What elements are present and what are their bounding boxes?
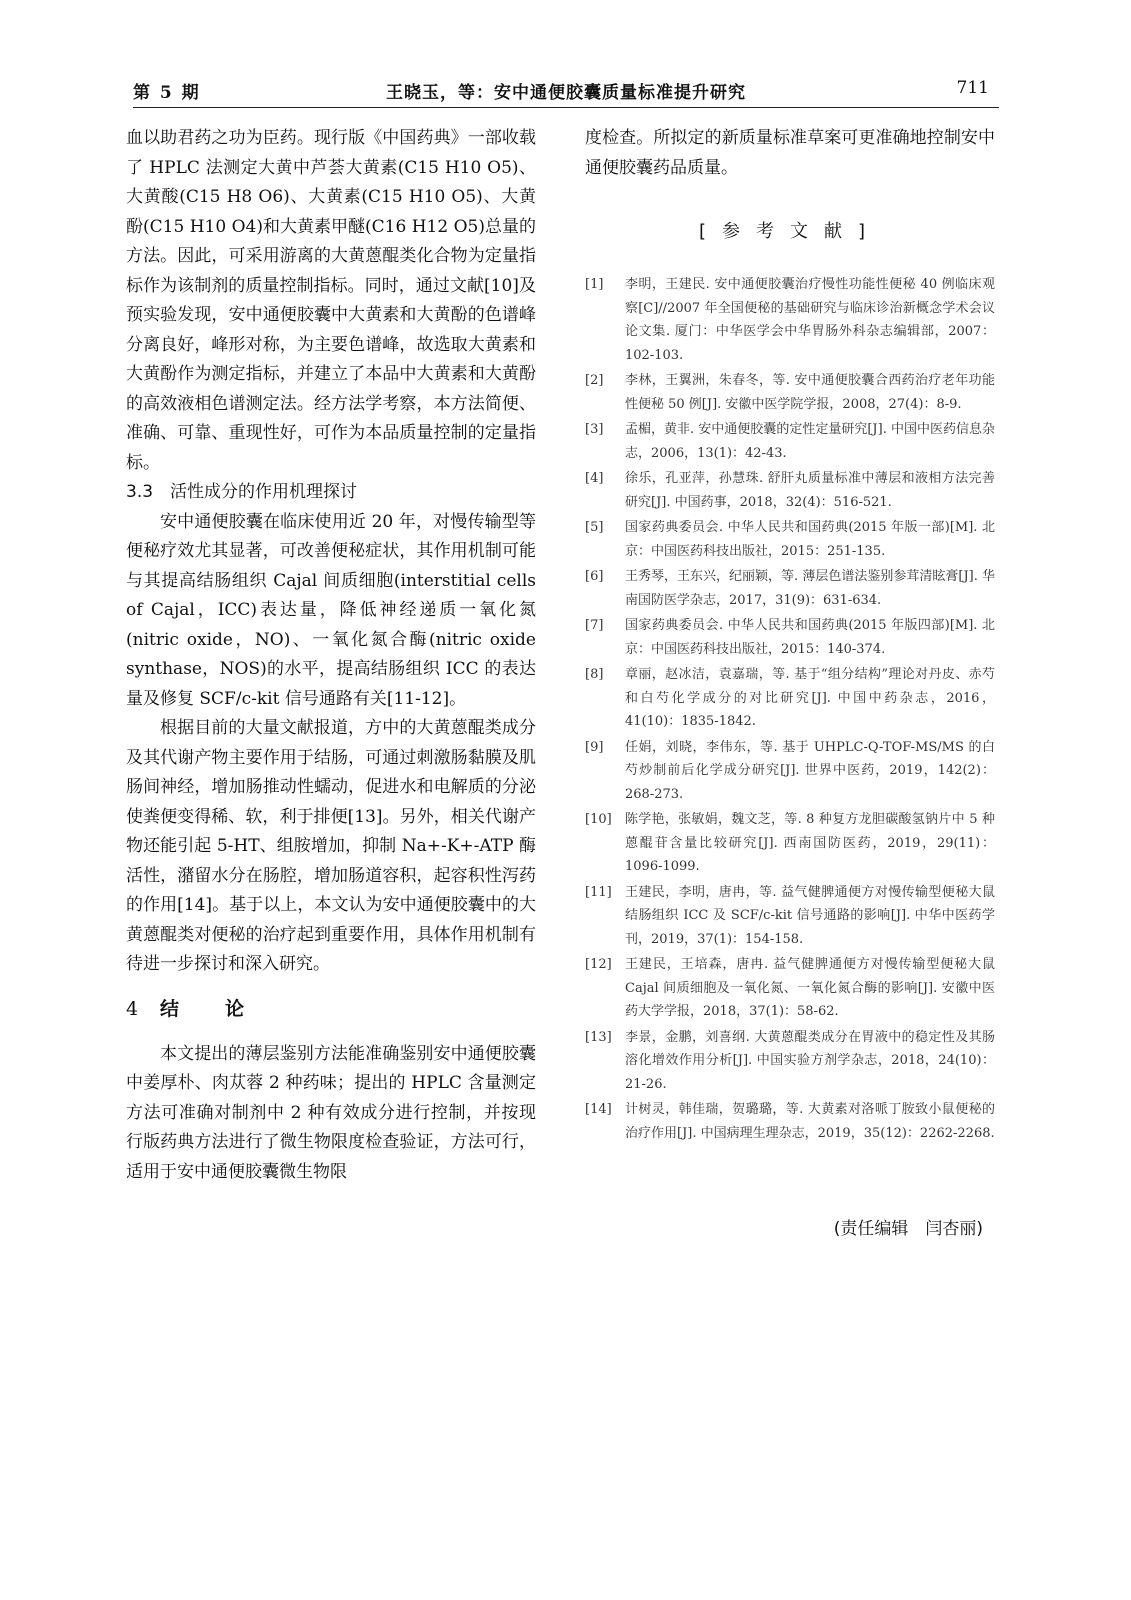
paragraph-literature: 根据目前的大量文献报道，方中的大黄蒽醌类成分及其代谢产物主要作用于结肠，可通过刺激肠黏膜及肌肠间神经，增加肠推动性蠕动，促进水和电解质的分泌使粪便变得稀、软，利于排便[13]。另外，相关代谢产物还能引起 5-HT、组胺增加，抑制 Na+-K+-ATP 酶活性，潴留水分在肠腔，增加肠道容积，起容积性泻药的作用[14]。基于以上，本文认为安中通便胶囊中的大黄蒽醌类对便秘的治疗起到重要作用，具体作用机制有待进一步探讨和深入研究。 [126, 718, 536, 974]
reference-number: [9] [585, 739, 604, 755]
header-rule [133, 107, 999, 108]
paragraph-conclusion-continued: 度检查。所拟定的新质量标准草案可更准确地控制安中通便胶囊药品质量。 [585, 128, 995, 178]
reference-number: [11] [585, 884, 612, 900]
references-title: [参考文献] [698, 221, 882, 242]
running-title: 王晓玉，等：安中通便胶囊质量标准提升研究 [386, 83, 746, 103]
reference-text: 王建民，李明，唐冉，等. 益气健脾通便方对慢传输型便秘大鼠结肠组织 ICC 及 SCF/c-kit 信号通路的影响[J]. 中华中医药学刊，2019，37(1)：154-158. [625, 884, 995, 947]
reference-number: [10] [585, 812, 612, 827]
reference-item [585, 467, 995, 514]
section-heading-conclusion [126, 994, 536, 1024]
reference-item [585, 418, 995, 465]
page-number: 711 [956, 78, 989, 98]
page-header [133, 74, 999, 108]
reference-number: [12] [585, 957, 612, 972]
reference-number: [7] [585, 618, 604, 633]
paragraph-mechanism: 安中通便胶囊在临床使用近 20 年，对慢传输型等便秘疗效尤其显著，可改善便秘症状，其作用机制可能与其提高结肠组织 Cajal 间质细胞(interstitial cells of Cajal，ICC)表达量，降低神经递质一氧化氮(nitric oxide，NO)、一氧化氮合酶(nitric oxide synthase，NOS)的水平，提高结肠组织 ICC 的表达量及修复 SCF/c-kit 信号通路有关[11-12]。 [126, 511, 536, 709]
reference-text: 王秀琴，王东兴，纪丽颖，等. 薄层色谱法鉴别参茸清眩膏[J]. 华南国防医学杂志，2017，31(9)：631-634. [625, 569, 995, 608]
reference-number: [4] [585, 471, 604, 486]
reference-item [585, 273, 995, 367]
reference-text: 徐乐，孔亚萍，孙慧珠. 舒肝丸质量标准中薄层和液相方法完善研究[J]. 中国药事，2018，32(4)：516-521. [625, 471, 995, 510]
reference-number: [13] [585, 1029, 612, 1045]
reference-item [585, 614, 995, 661]
paragraph-conclusion: 本文提出的薄层鉴别方法能准确鉴别安中通便胶囊中姜厚朴、肉苁蓉 2 种药味；提出的 HPLC 含量测定方法可准确对制剂中 2 种有效成分进行控制，并按现行版药典方法进行了微生物限度检查验证，方法可行，适用于安中通便胶囊微生物限 [126, 1043, 536, 1182]
reference-text: 陈学艳，张敏娟，魏文芝，等. 8 种复方龙胆碳酸氢钠片中 5 种蒽醌苷含量比较研究[J]. 西南国防医药，2019，29(11)：1096-1099. [625, 812, 995, 874]
section-number: 4 [126, 997, 139, 1020]
issue-label: 第 5 期 [133, 83, 201, 103]
reference-text: 李明，王建民. 安中通便胶囊治疗慢性功能性便秘 40 例临床观察[C]//2007 年全国便秘的基础研究与临床诊治新概念学术会议论文集. 厦门：中华医学会中华胃肠外科杂志编辑部，2007：102-103. [625, 277, 995, 363]
reference-text: 孟楣，黄非. 安中通便胶囊的定性定量研究[J]. 中国中医药信息杂志，2006，13(1)：42-43. [625, 422, 995, 461]
reference-item [585, 1098, 995, 1145]
paragraph-continued: 血以助君药之功为臣药。现行版《中国药典》一部收载了 HPLC 法测定大黄中芦荟大黄素(C15 H10 O5)、大黄酸(C15 H8 O6)、大黄素(C15 H10 O5)、大黄酚(C15 H10 O4)和大黄素甲醚(C16 H12 O5)总量的方法。因此，可采用游离的大黄蒽醌类化合物为定量指标作为该制剂的质量控制指标。同时，通过文献[10]及预实验发现，安中通便胶囊中大黄素和大黄酚的色谱峰分离良好，峰形对称，为主要色谱峰，故选取大黄素和大黄酚作为测定指标，并建立了本品中大黄素和大黄酚的高效液相色谱测定法。经方法学考察，本方法简便、准确、可靠、重现性好，可作为本品质量控制的定量指标。 [126, 128, 536, 473]
reference-number: [6] [585, 569, 604, 584]
reference-text: 王建民，王培森，唐冉. 益气健脾通便方对慢传输型便秘大鼠 Cajal 间质细胞及一氧化氮、一氧化氮合酶的影响[J]. 安徽中医药大学学报，2018，37(1)：58-62. [625, 957, 995, 1019]
responsible-editor: (责任编辑 闫杏丽) [833, 1219, 983, 1239]
reference-number: [3] [585, 422, 604, 437]
reference-text: 国家药典委员会. 中华人民共和国药典(2015 年版四部)[M]. 北京：中国医药科技出版社，2015：140-374. [625, 618, 995, 657]
reference-text: 任娟，刘晓，李伟东，等. 基于 UHPLC-Q-TOF-MS/MS 的白芍炒制前后化学成分研究[J]. 世界中医药，2019，142(2)：268-273. [625, 739, 995, 802]
reference-item [585, 663, 995, 734]
reference-text: 李景，金鹏，刘喜纲. 大黄蒽醌类成分在胃液中的稳定性及其肠溶化增效作用分析[J]. 中国实验方剂学杂志，2018，24(10)：21-26. [625, 1029, 995, 1092]
reference-item [585, 516, 995, 563]
reference-list [585, 273, 995, 1145]
reference-item [585, 1026, 995, 1097]
section-title: 结论 [160, 997, 291, 1020]
reference-item [585, 369, 995, 416]
left-column [126, 124, 536, 1187]
reference-text: 国家药典委员会. 中华人民共和国药典(2015 年版一部)[M]. 北京：中国医药科技出版社，2015：251-135. [625, 520, 995, 559]
right-column [585, 124, 995, 1147]
reference-item [585, 953, 995, 1024]
subsection-heading: 3.3 活性成分的作用机理探讨 [126, 482, 358, 502]
reference-number: [5] [585, 520, 604, 535]
reference-item [585, 736, 995, 807]
reference-text: 章丽，赵冰洁，袁嘉瑞，等. 基于“组分结构”理论对丹皮、赤芍和白芍化学成分的对比研究[J]. 中国中药杂志，2016，41(10)：1835-1842. [625, 667, 995, 729]
reference-number: [1] [585, 277, 604, 292]
reference-text: 李林，王翼洲，朱春冬，等. 安中通便胶囊合西药治疗老年功能性便秘 50 例[J]. 安徽中医学院学报，2008，27(4)：8-9. [625, 373, 995, 412]
reference-item [585, 881, 995, 952]
reference-item [585, 808, 995, 879]
reference-number: [8] [585, 667, 604, 682]
reference-item [585, 565, 995, 612]
reference-number: [2] [585, 373, 604, 388]
reference-text: 计树灵，韩佳瑞，贺璐璐，等. 大黄素对洛哌丁胺致小鼠便秘的治疗作用[J]. 中国病理生理杂志，2019，35(12)：2262-2268. [625, 1102, 995, 1141]
reference-number: [14] [585, 1102, 612, 1117]
